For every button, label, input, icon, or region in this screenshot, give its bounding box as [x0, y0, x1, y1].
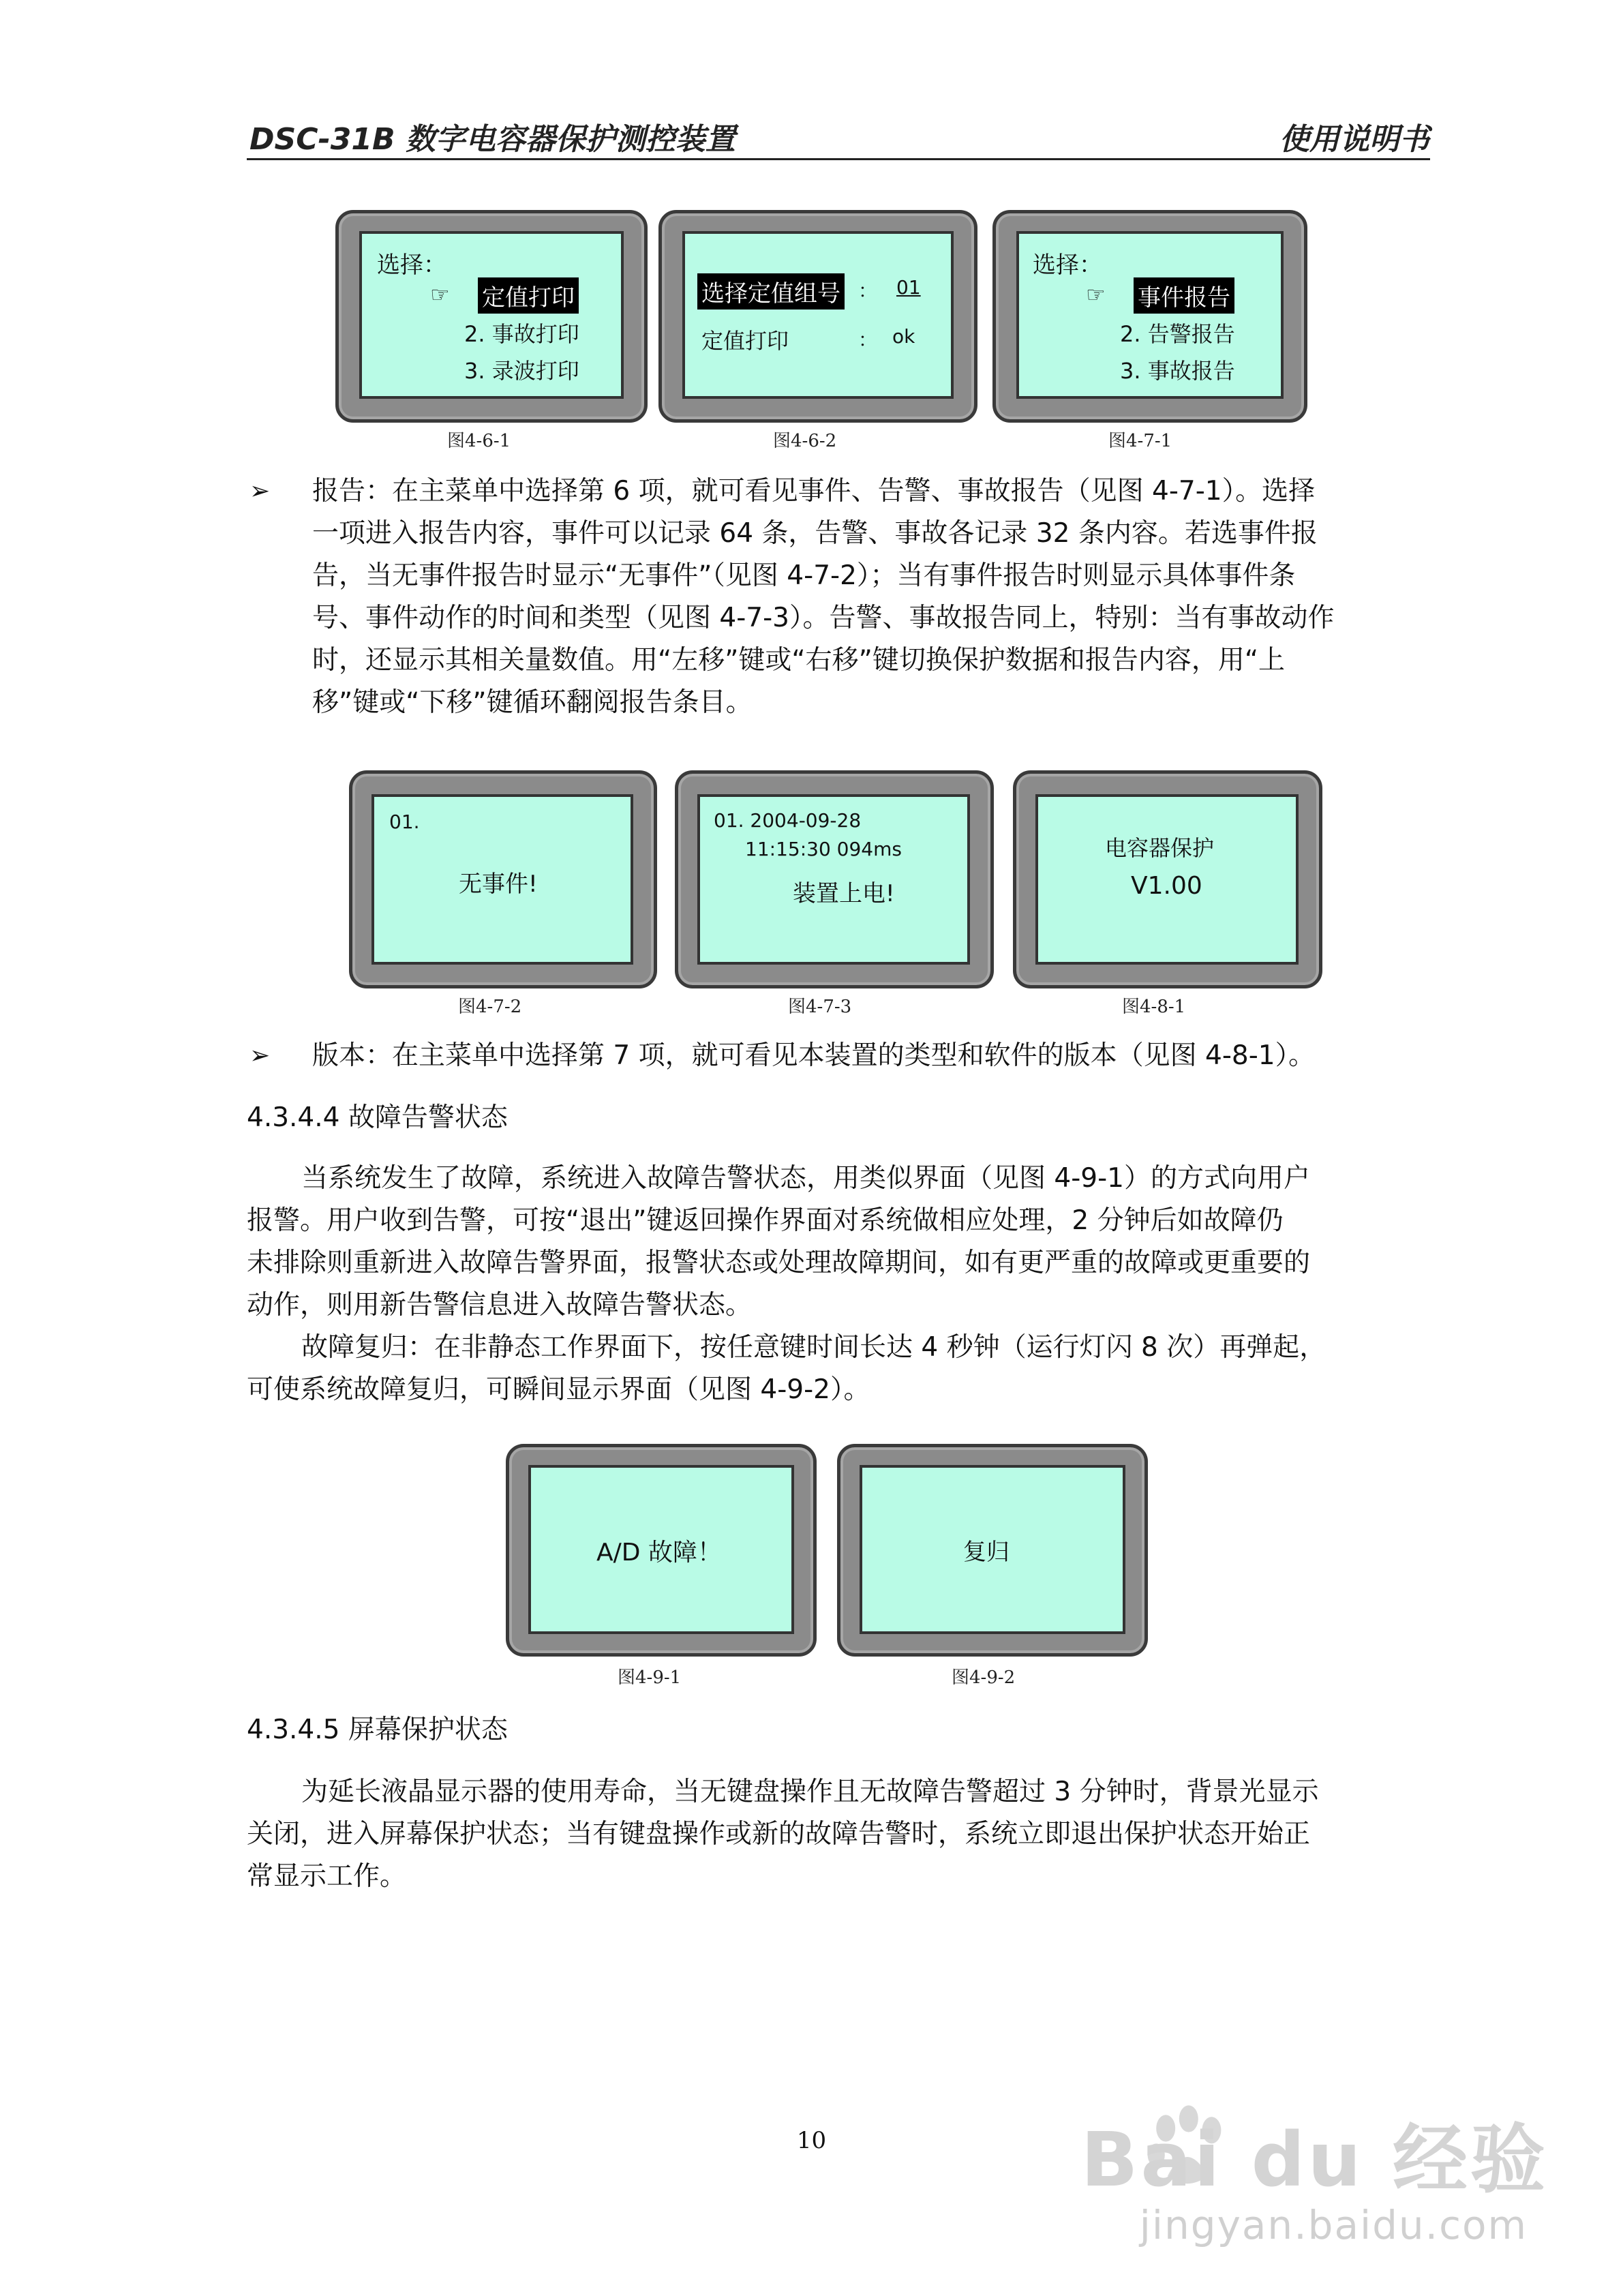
- lcd-value: 01: [896, 276, 921, 299]
- paragraph-report: [312, 470, 1410, 724]
- lcd-screen: [860, 1465, 1125, 1634]
- lcd-screen: [697, 794, 970, 965]
- lcd-screen: [528, 1465, 794, 1634]
- lcd-line: A/D 故障！: [596, 1539, 722, 1567]
- bullet-arrow-icon: ➢: [249, 1042, 271, 1070]
- lcd-line: 定值打印: [701, 328, 789, 354]
- page-number: 10: [796, 2127, 827, 2154]
- lcd-screen: [682, 231, 954, 399]
- text-line: 未排除则重新进入故障告警界面，报警状态或处理故障期间，如有更严重的故障或更重要的: [247, 1248, 1311, 1278]
- header-title: DSC-31B 数字电容器保护测控装置: [249, 122, 735, 157]
- lcd-line: V1.00: [1131, 872, 1202, 900]
- lcd-figure-4-7-3: [675, 770, 994, 988]
- lcd-line: 无事件!: [459, 871, 538, 898]
- text-line: 号、事件动作的时间和类型（见图 4-7-3）。告警、事故报告同上，特别：当有事故动作: [312, 603, 1335, 633]
- paragraph-screen-saver: [247, 1771, 1419, 1898]
- lcd-screen: [371, 794, 633, 965]
- lcd-screen: [1035, 794, 1299, 965]
- figure-caption: 图4-7-1: [1108, 431, 1172, 451]
- text-line: 时，还显示其相关量数值。用“左移”键或“右移”键切换保护数据和报告内容，用“上: [312, 645, 1286, 676]
- lcd-line: 3. 事故报告: [1120, 358, 1235, 384]
- lcd-figure-4-6-2: [658, 210, 977, 423]
- lcd-line: 2. 告警报告: [1120, 321, 1235, 347]
- text-line: 报警。用户收到告警，可按“退出”键返回操作界面对系统做相应处理，2 分钟后如故障仍: [247, 1205, 1284, 1236]
- text-line: 告，当无事件报告时显示“无事件”（见图 4-7-2）；当有事件报告时则显示具体事件条: [312, 560, 1296, 591]
- pointing-hand-icon: ☞: [430, 282, 450, 307]
- lcd-figure-4-6-1: [335, 210, 648, 423]
- lcd-selected-item: 事件报告: [1134, 277, 1234, 314]
- lcd-screen: [359, 231, 624, 399]
- pointing-hand-icon: ☞: [1086, 282, 1106, 307]
- lcd-figure-4-7-2: [349, 770, 657, 988]
- lcd-figure-4-7-1: [992, 210, 1307, 423]
- paragraph-version: 版本：在主菜单中选择第 7 项，就可看见本装置的类型和软件的版本（见图 4-8-1）。: [312, 1040, 1316, 1071]
- lcd-line: 01.: [389, 811, 420, 833]
- lcd-line: ：: [858, 280, 878, 302]
- lcd-line: 装置上电!: [793, 880, 895, 907]
- watermark-brand: Bai du 经验: [1080, 2116, 1548, 2203]
- watermark-url: jingyan.baidu.com: [1139, 2202, 1528, 2248]
- header-doc-type: 使用说明书: [1279, 122, 1429, 157]
- lcd-figure-4-8-1: [1013, 770, 1322, 988]
- lcd-line: 选择：: [1033, 252, 1102, 279]
- text-line: 可使系统故障复归，可瞬间显示界面（见图 4-9-2）。: [247, 1374, 870, 1405]
- section-heading: 4.3.4.4 故障告警状态: [247, 1102, 508, 1133]
- lcd-line: 3. 录波打印: [464, 358, 579, 384]
- paragraph-fault: [247, 1158, 1419, 1411]
- lcd-line: 选择：: [377, 252, 446, 279]
- lcd-value: ok: [892, 325, 915, 348]
- text-line: 关闭，进入屏幕保护状态；当有键盘操作或新的故障告警时，系统立即退出保护状态开始正: [247, 1819, 1311, 1849]
- bullet-arrow-icon: ➢: [249, 477, 271, 505]
- lcd-line: 11:15:30 094ms: [745, 838, 902, 860]
- lcd-line: 01. 2004-09-28: [714, 809, 862, 832]
- lcd-screen: [1016, 231, 1284, 399]
- text-line: 报告：在主菜单中选择第 6 项，就可看见事件、告警、事故报告（见图 4-7-1）。选择: [312, 476, 1316, 507]
- text-line: 动作，则用新告警信息进入故障告警状态。: [247, 1290, 753, 1320]
- figure-caption: 图4-7-2: [458, 997, 522, 1017]
- section-heading: 4.3.4.5 屏幕保护状态: [247, 1715, 508, 1745]
- text-line: 移”键或“下移”键循环翻阅报告条目。: [312, 687, 753, 718]
- lcd-figure-4-9-1: [506, 1444, 817, 1657]
- figure-caption: 图4-6-2: [773, 431, 837, 451]
- lcd-line: 复归: [963, 1539, 1010, 1566]
- figure-caption: 图4-9-1: [618, 1667, 682, 1688]
- text-line: 为延长液晶显示器的使用寿命，当无键盘操作且无故障告警超过 3 分钟时，背景光显示: [301, 1777, 1319, 1807]
- lcd-line: ：: [858, 329, 878, 351]
- lcd-figure-4-9-2: [837, 1444, 1148, 1657]
- text-line: 故障复归：在非静态工作界面下，按任意键时间长达 4 秒钟（运行灯闪 8 次）再弹起，: [301, 1332, 1326, 1363]
- lcd-line: 电容器保护: [1105, 835, 1215, 861]
- text-line: 常显示工作。: [247, 1861, 407, 1892]
- lcd-selected-item: 选择定值组号: [697, 273, 845, 309]
- text-line: 当系统发生了故障，系统进入故障告警状态，用类似界面（见图 4-9-1）的方式向用户: [301, 1163, 1310, 1194]
- lcd-selected-item: 定值打印: [478, 277, 579, 314]
- text-line: 一项进入报告内容，事件可以记录 64 条，告警、事故各记录 32 条内容。若选事件报: [312, 518, 1318, 549]
- figure-caption: 图4-6-1: [447, 431, 511, 451]
- header-divider: [247, 158, 1430, 160]
- figure-caption: 图4-8-1: [1122, 997, 1186, 1017]
- figure-caption: 图4-7-3: [788, 997, 852, 1017]
- figure-caption: 图4-9-2: [952, 1667, 1016, 1688]
- lcd-line: 2. 事故打印: [464, 321, 579, 347]
